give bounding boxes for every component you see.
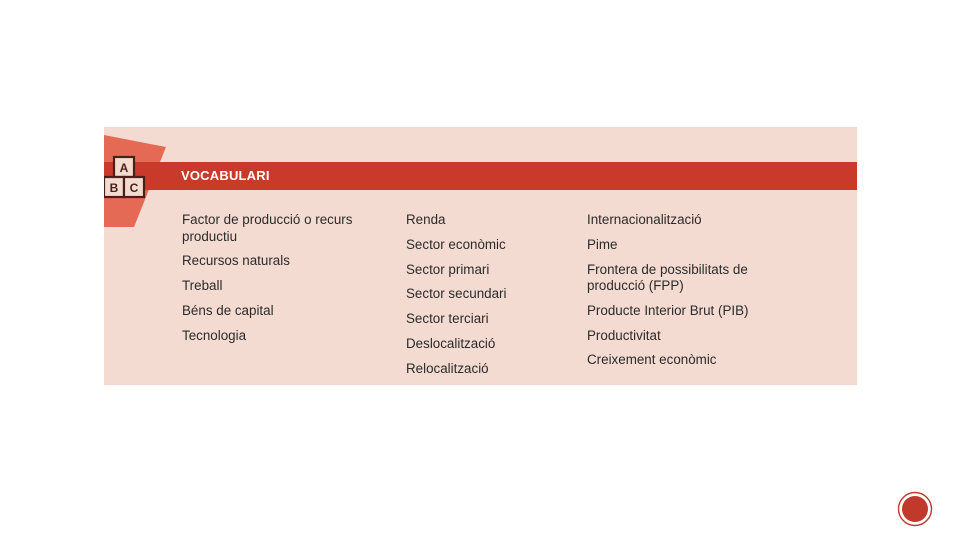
vocabulary-term: Productivitat	[587, 327, 661, 343]
abc-blocks-icon	[104, 155, 148, 201]
abc-letter-c: C	[129, 181, 139, 195]
vocabulary-title: VOCABULARI	[181, 168, 270, 183]
vocabulary-term: Treball	[182, 278, 223, 294]
vocabulary-term: Internacionalització	[587, 212, 702, 227]
vocabulary-term: Creixement econòmic	[587, 352, 717, 368]
vocabulary-term: Sector econòmic	[406, 236, 506, 252]
vocabulary-column-3	[587, 212, 787, 377]
vocabulary-term: Sector terciari	[406, 311, 489, 327]
vocabulary-term: Sector secundari	[406, 286, 507, 302]
slide-number-badge-icon	[897, 491, 933, 527]
vocabulary-header-bar	[104, 162, 857, 190]
vocabulary-term: Relocalització	[406, 360, 489, 376]
vocabulary-term: Producte Interior Brut (PIB)	[587, 302, 749, 318]
vocabulary-term: Factor de producció o recurs productiu	[182, 212, 353, 244]
vocabulary-term: Pime	[587, 236, 618, 252]
abc-letter-a: A	[119, 161, 129, 175]
vocabulary-term: Deslocalització	[406, 335, 496, 351]
vocabulary-column-1	[182, 212, 382, 352]
vocabulary-term: Renda	[406, 212, 446, 227]
abc-letter-b: B	[109, 181, 119, 195]
vocabulary-term: Tecnologia	[182, 327, 247, 343]
vocabulary-panel	[104, 127, 857, 385]
vocabulary-term: Béns de capital	[182, 302, 274, 318]
vocabulary-term: Recursos naturals	[182, 253, 290, 269]
vocabulary-term: Sector primari	[406, 261, 490, 277]
vocabulary-term: Frontera de possibilitats de producció (FPP)	[587, 261, 748, 294]
vocabulary-column-2	[406, 212, 566, 385]
